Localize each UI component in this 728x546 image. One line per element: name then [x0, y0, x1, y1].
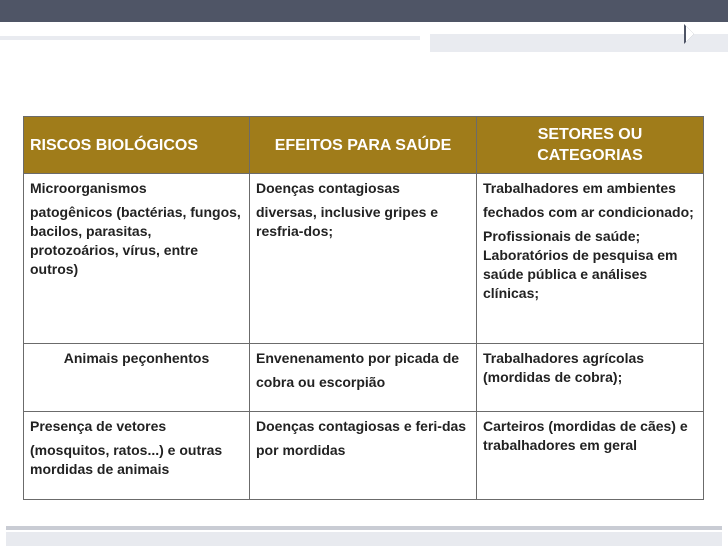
- biological-risks-table: [23, 116, 704, 500]
- cell-effect: [250, 174, 477, 344]
- cell-text: Presença de vetores: [30, 418, 167, 434]
- slide-footer-line: [6, 526, 722, 530]
- header-risks: RISCOS BIOLÓGICOS: [24, 117, 250, 174]
- cell-sector: [477, 344, 704, 412]
- header-accent-strip: [0, 36, 420, 40]
- slide-top-bar: [0, 0, 728, 22]
- cell-text: Animais peçonhentos: [63, 350, 210, 366]
- cell-risk: [24, 174, 250, 344]
- table-header-row: [24, 117, 704, 174]
- cell-text: diversas, inclusive gripes e resfria-dos;: [256, 204, 439, 239]
- table-row: [24, 174, 704, 344]
- cell-text: Microorganismos: [30, 180, 147, 196]
- cell-risk: [24, 344, 250, 412]
- cell-text: Doenças contagiosas e feri-das: [256, 418, 467, 434]
- cell-text: Doenças contagiosas: [256, 180, 400, 196]
- cell-text: Carteiros (mordidas de cães) e trabalhadores em geral: [483, 418, 688, 453]
- cell-text: Trabalhadores em ambientes: [483, 180, 676, 196]
- table-row: [24, 412, 704, 500]
- table-row: [24, 344, 704, 412]
- cell-text: Trabalhadores agrícolas (mordidas de cobra);: [483, 350, 645, 385]
- cell-text: Envenenamento por picada de: [256, 350, 460, 366]
- cell-sector: [477, 174, 704, 344]
- header-sectors: SETORES OU CATEGORIAS: [477, 117, 704, 174]
- cell-risk: [24, 412, 250, 500]
- cell-text: cobra ou escorpião: [256, 374, 386, 390]
- cell-effect: [250, 344, 477, 412]
- arrow-marker-icon: [686, 26, 694, 42]
- header-effects: EFEITOS PARA SAÚDE: [250, 117, 477, 174]
- slide-footer-band: [6, 532, 722, 546]
- cell-text: fechados com ar condicionado;: [483, 204, 694, 220]
- cell-text: (mosquitos, ratos...) e outras mordidas de animais: [30, 442, 223, 477]
- cell-text: por mordidas: [256, 442, 346, 458]
- cell-text: Profissionais de saúde; Laboratórios de pesquisa em saúde pública e análises clínicas;: [483, 228, 678, 301]
- cell-sector: [477, 412, 704, 500]
- cell-text: patogênicos (bactérias, fungos, bacilos, parasitas, protozoários, vírus, entre outros): [30, 204, 241, 277]
- cell-effect: [250, 412, 477, 500]
